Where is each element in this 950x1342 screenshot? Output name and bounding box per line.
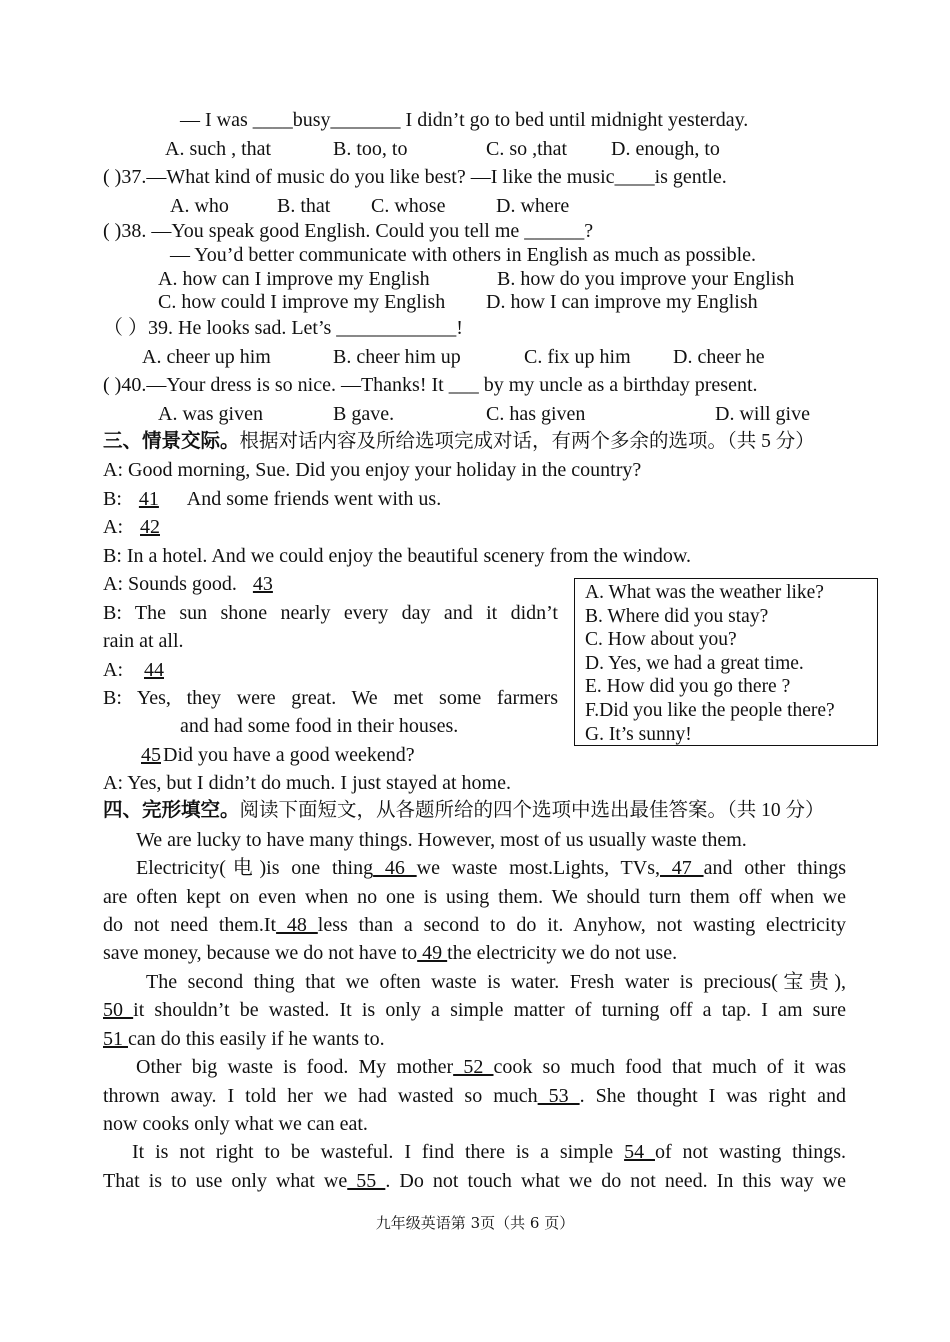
section4-title: 四、完形填空。 bbox=[103, 800, 240, 821]
dialog-line-11: 45 Did you have a good weekend? bbox=[119, 743, 415, 767]
q38-stem: ( )38. —You speak good English. Could you tell me ______? bbox=[103, 220, 594, 242]
dialog-line-5: A: Sounds good. 43 bbox=[103, 572, 297, 596]
blank-43: 43 bbox=[252, 573, 273, 595]
blank-50: 50 bbox=[103, 999, 134, 1021]
section4-instruction: 阅读下面短文，从各题所给的四个选项中选出最佳答案。（共 10 分） bbox=[239, 800, 825, 821]
passage-line-7: 50 it shouldn’t be wasted. It is only a simple matter of turning off a tap. I am sure bbox=[103, 999, 846, 1021]
blank-51: 51 bbox=[103, 1028, 128, 1050]
q36-option-a: A. such , that bbox=[165, 138, 272, 160]
q40-option-a: A. was given bbox=[158, 403, 263, 425]
choice-a: A. What was the weather like? bbox=[585, 582, 824, 603]
dialog-line-4: B: In a hotel. And we could enjoy the beautiful scenery from the window. bbox=[103, 545, 691, 567]
blank-47: 47 bbox=[659, 857, 704, 879]
blank-41: 41 bbox=[138, 488, 159, 510]
q39-option-b: B. cheer him up bbox=[333, 346, 461, 368]
q37-option-d: D. where bbox=[496, 195, 570, 217]
q37-option-c: C. whose bbox=[371, 195, 446, 217]
choice-f: F.Did you like the people there? bbox=[585, 699, 835, 721]
choice-d: D. Yes, we had a great time. bbox=[585, 652, 804, 674]
dialog-line-12: A: Yes, but I didn’t do much. I just stayed at home. bbox=[103, 772, 511, 794]
dialog-line-9: B: Yes, they were great. We met some farmers bbox=[103, 687, 558, 709]
passage-line-3: are often kept on even when no one is using them. We should turn them off when we bbox=[103, 886, 846, 908]
q38-option-b: B. how do you improve your English bbox=[497, 268, 795, 290]
passage-line-4: do not need them.It 48 less than a second to do it. Anyhow, not wasting electricity bbox=[103, 914, 846, 936]
q38-reply: — You’d better communicate with others in English as much as possible. bbox=[170, 244, 757, 266]
choice-g: G. It’s sunny! bbox=[585, 723, 692, 745]
section3-heading bbox=[103, 430, 815, 454]
blank-53: 53 bbox=[537, 1085, 580, 1107]
q39-stem: （ ）39. He looks sad. Let’s ____________! bbox=[103, 317, 463, 339]
q36-option-d: D. enough, to bbox=[611, 138, 720, 160]
blank-42: 42 bbox=[140, 516, 160, 538]
choice-b: B. Where did you stay? bbox=[585, 605, 769, 627]
passage-line-8: 51 can do this easily if he wants to. bbox=[103, 1028, 385, 1050]
q40-option-d: D. will give bbox=[715, 403, 810, 425]
dialog-line-6: B: The sun shone nearly every day and it didn’t bbox=[103, 602, 558, 624]
blank-46: 46 bbox=[373, 857, 417, 879]
q37-option-b: B. that bbox=[277, 195, 331, 217]
blank-55: 55 bbox=[347, 1170, 386, 1192]
passage-line-9: Other big waste is food. My mother 52 cook so much food that much of it was bbox=[136, 1056, 846, 1078]
q39-option-a: A. cheer up him bbox=[142, 346, 271, 368]
dialog-line-1: A: Good morning, Sue. Did you enjoy your holiday in the country? bbox=[103, 459, 642, 481]
q40-stem: ( )40.—Your dress is so nice. —Thanks! It ___ by my uncle as a birthday present. bbox=[103, 374, 758, 396]
dialog-line-2: B: 41 And some friends went with us. bbox=[103, 488, 442, 510]
dialog-line-7: rain at all. bbox=[103, 630, 184, 652]
q38-option-a: A. how can I improve my English bbox=[158, 268, 430, 290]
passage-line-1: We are lucky to have many things. However, most of us usually waste them. bbox=[136, 829, 747, 851]
choice-e: E. How did you go there ? bbox=[585, 676, 791, 698]
q36-line: — I was ____busy_______ I didn’t go to bed until midnight yesterday. bbox=[180, 109, 749, 131]
dialog-line-10: and had some food in their houses. bbox=[180, 715, 459, 737]
choice-c: C. How about you? bbox=[585, 629, 737, 651]
passage-line-13: That is to use only what we 55 . Do not touch what we do not need. In this way we bbox=[103, 1170, 847, 1192]
q40-option-b: B gave. bbox=[333, 403, 395, 425]
page-footer: 九年级英语第 3页（共 6 页） bbox=[375, 1214, 575, 1232]
q39-option-c: C. fix up him bbox=[524, 346, 631, 368]
passage-line-10: thrown away. I told her we had wasted so much 53 . She thought I was right and bbox=[103, 1085, 847, 1107]
q37-option-a: A. who bbox=[170, 195, 229, 217]
q40-option-c: C. has given bbox=[486, 403, 586, 425]
blank-44: 44 bbox=[144, 659, 164, 681]
section3-instruction: 根据对话内容及所给选项完成对话，有两个多余的选项。（共 5 分） bbox=[239, 431, 815, 452]
q37-stem: ( )37.—What kind of music do you like best? —I like the music____is gentle. bbox=[103, 166, 727, 188]
blank-54: 54 bbox=[624, 1141, 655, 1163]
q38-option-d: D. how I can improve my English bbox=[486, 291, 758, 313]
choices-box bbox=[574, 578, 878, 746]
passage-line-6: The second thing that we often waste is water. Fresh water is precious(宝贵), bbox=[146, 971, 846, 993]
blank-49: 49 bbox=[417, 942, 448, 964]
passage-line-11: now cooks only what we can eat. bbox=[103, 1113, 368, 1135]
q39-option-d: D. cheer he bbox=[673, 346, 765, 368]
q38-option-c: C. how could I improve my English bbox=[158, 291, 446, 313]
passage-line-12: It is not right to be wasteful. I find there is a simple 54 of not wasting things. bbox=[132, 1141, 847, 1163]
dialog-line-8: A: 44 bbox=[103, 658, 188, 682]
dialog-line-3: A: 42 bbox=[103, 515, 184, 539]
blank-48: 48 bbox=[276, 914, 318, 936]
q36-option-c: C. so ,that bbox=[486, 138, 568, 160]
blank-52: 52 bbox=[453, 1056, 494, 1078]
section3-title: 三、情景交际。 bbox=[103, 431, 240, 452]
passage-line-2: Electricity(电)is one thing 46 we waste most.Lights, TVs, 47 and other things bbox=[136, 857, 847, 879]
q36-option-b: B. too, to bbox=[333, 138, 408, 160]
section4-heading bbox=[103, 799, 825, 823]
blank-45: 45 bbox=[141, 744, 161, 766]
passage-line-5: save money, because we do not have to 49 the electricity we do not use. bbox=[103, 942, 678, 964]
